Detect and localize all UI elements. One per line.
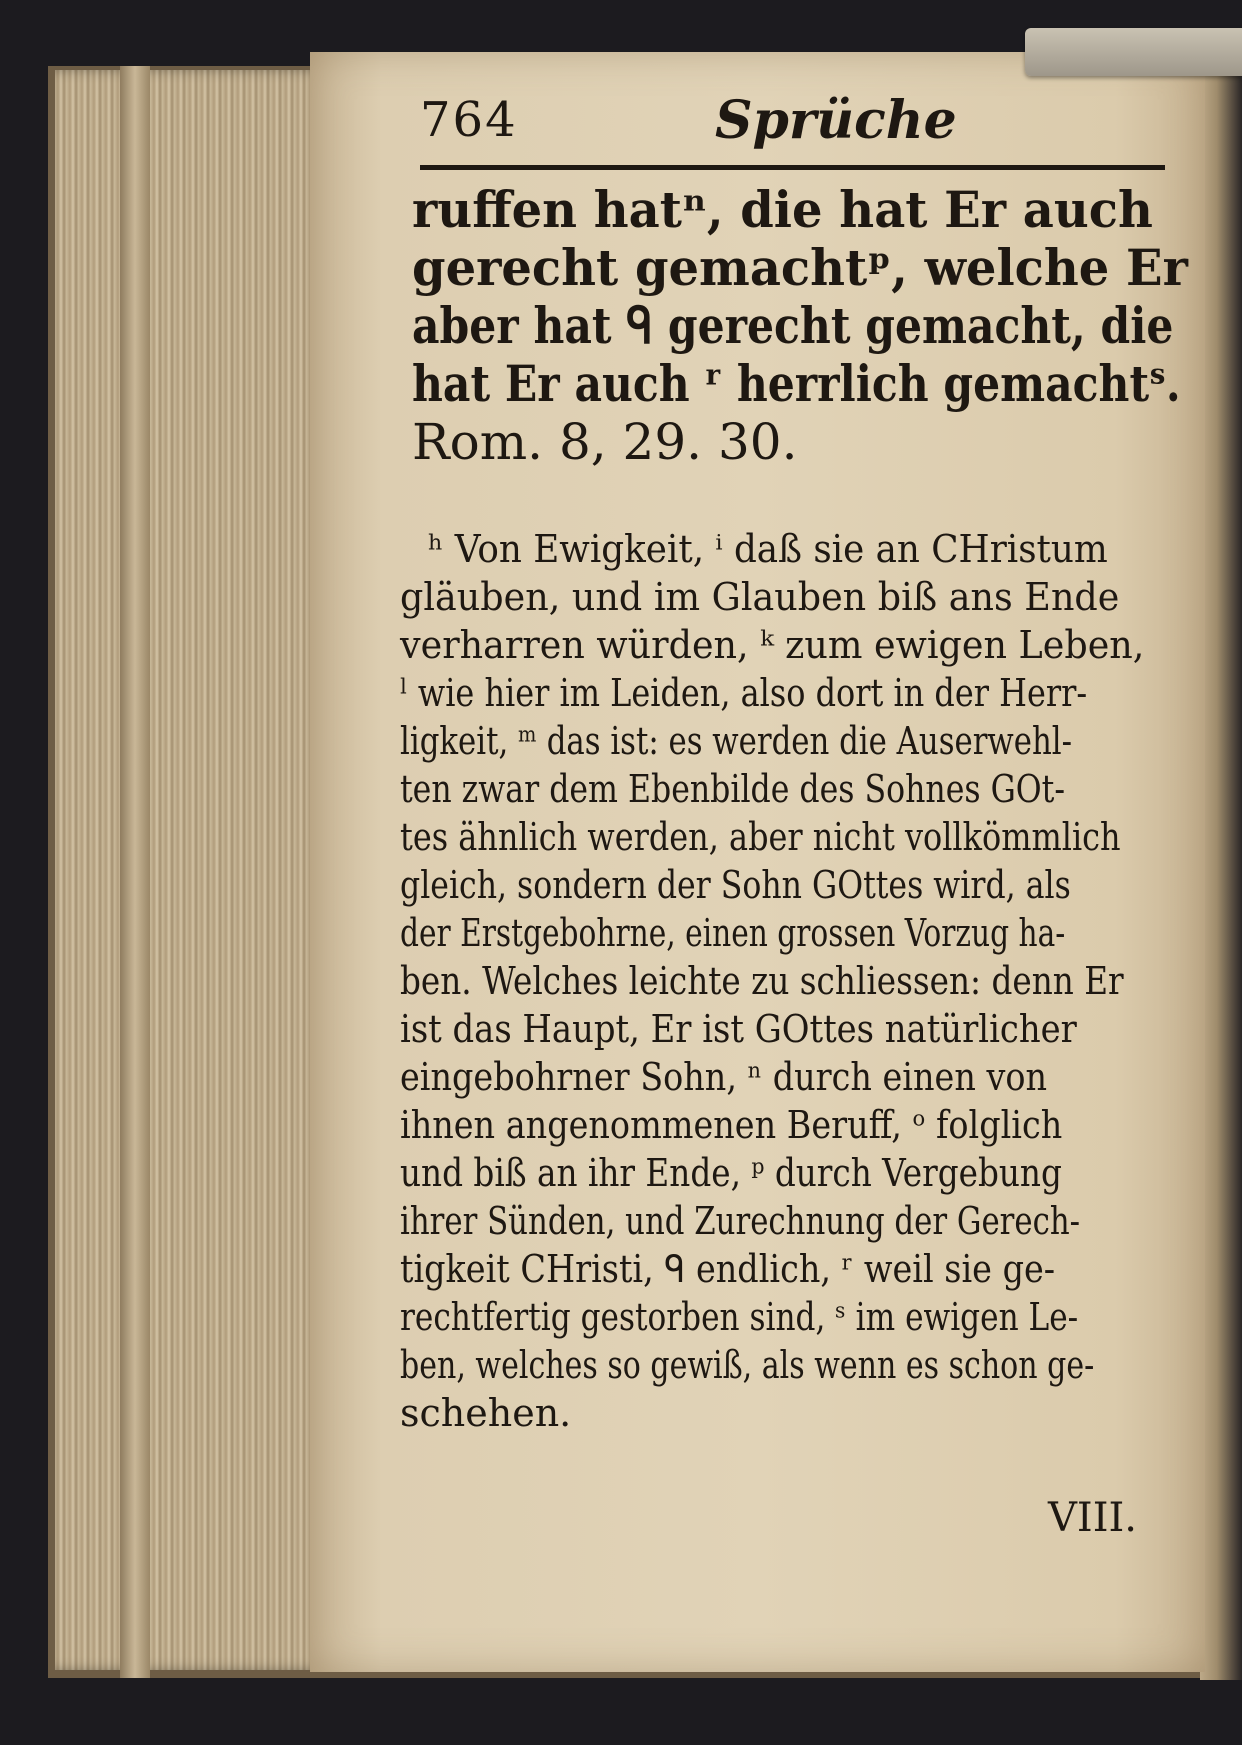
note-line: verharren würden, ᵏ zum ewigen Leben, [400,623,1145,667]
note-line: ʰ Von Ewigkeit, ⁱ daß sie an CHristum [428,527,1108,571]
note-line: ˡ wie hier im Leiden, also dort in der Herr- [400,671,1088,715]
note-line: ist das Haupt, Er ist GOttes natürlicher [400,1007,1077,1051]
note-line: und biß an ihr Ende, ᵖ durch Vergebung [400,1151,1062,1195]
facing-page-edge [1200,40,1242,1680]
running-head: Sprüche [715,90,957,151]
note-line: ligkeit, ᵐ das ist: es werden die Auserwehl- [400,719,1073,763]
note-line: schehen. [400,1391,572,1435]
note-line: tigkeit CHristi, ᑫ endlich, ʳ weil sie ge- [400,1247,1056,1291]
note-line: ihrer Sünden, und Zurechnung der Gerech- [400,1199,1081,1243]
page-edges [55,70,325,1670]
verse-line: gerecht gemachtᵖ, welche Er [412,238,1188,297]
note-line: eingebohrner Sohn, ⁿ durch einen von [400,1055,1048,1099]
note-line: ten zwar dem Ebenbilde des Sohnes GOt- [400,767,1065,811]
note-line: der Erstgebohrne, einen grossen Vorzug ha- [400,911,1066,955]
verse-line: aber hat ᑫ gerecht gemacht, die [412,296,1174,355]
catchword: VIII. [1048,1495,1138,1541]
page-edge-strip [120,66,150,1678]
note-line: ihnen angenommenen Beruff, ᵒ folglich [400,1103,1063,1147]
note-line: gleich, sondern der Sohn GOttes wird, als [400,863,1071,907]
note-line: rechtfertig gestorben sind, ˢ im ewigen Le- [400,1295,1079,1339]
page-number: 764 [420,92,518,148]
page-clip [1025,28,1242,76]
note-line: tes ähnlich werden, aber nicht vollkömmlich [400,815,1121,859]
verse-reference: Rom. 8, 29. 30. [412,413,798,471]
verse-line: ruffen hatⁿ, die hat Er auch [412,180,1153,239]
verse-line: hat Er auch ʳ herrlich gemachtˢ. [412,354,1181,413]
note-line: gläuben, und im Glauben biß ans Ende [400,575,1120,619]
header-rule [420,165,1165,170]
note-line: ben, welches so gewiß, als wenn es schon ge- [400,1343,1095,1387]
note-line: ben. Welches leichte zu schliessen: denn Er [400,959,1124,1003]
